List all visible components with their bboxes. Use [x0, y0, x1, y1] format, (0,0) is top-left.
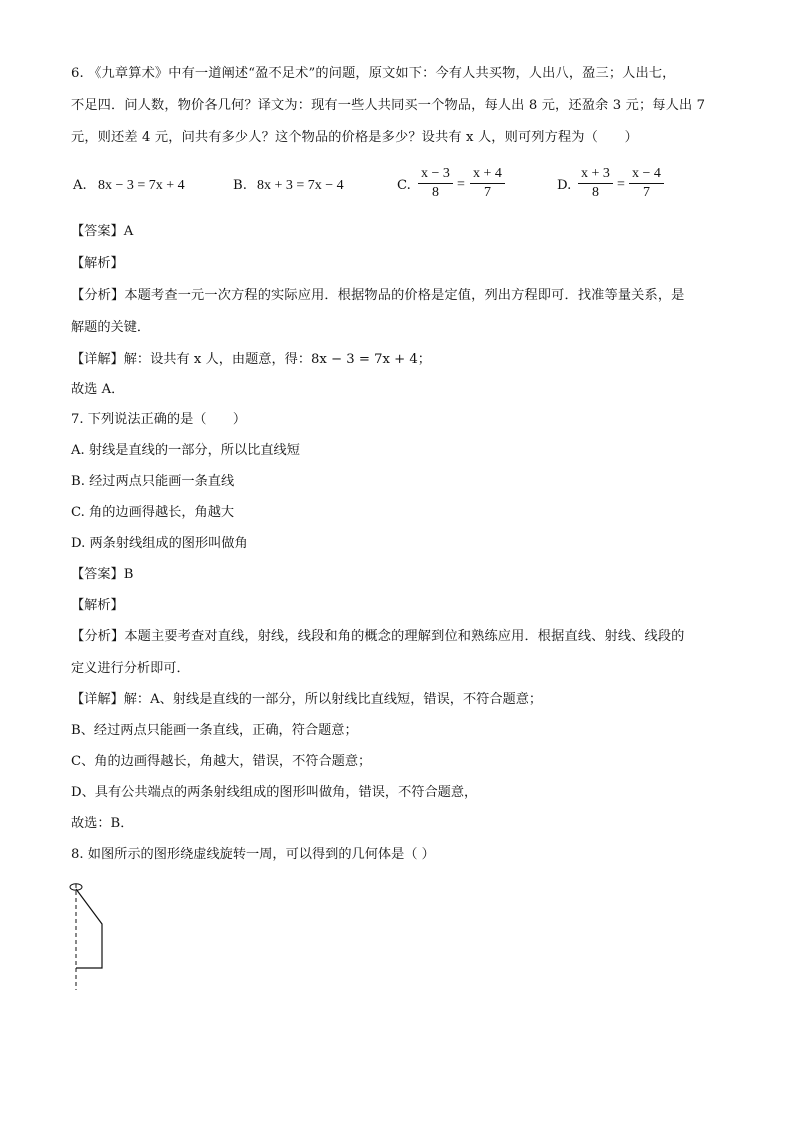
q6-option-c-denominator-left: 8 — [431, 185, 439, 200]
q6-option-d-denominator-right: 7 — [642, 185, 650, 200]
q6-analysis-line1: 【分析】本题考查一元一次方程的实际应用．根据物品的价格是定值，列出方程即可．找准等量关系，是 — [71, 288, 685, 303]
q6-option-d-denominator-left: 8 — [591, 185, 599, 200]
q7-option-a: A. 射线是直线的一部分，所以比直线短 — [71, 443, 300, 458]
q7-analysis-line1: 【分析】本题主要考查对直线，射线，线段和角的概念的理解到位和熟练应用．根据直线、射线、线段的 — [71, 629, 685, 644]
q8-rotation-figure — [66, 878, 116, 994]
q6-answer: 【答案】A — [71, 224, 134, 239]
q6-option-d-fraction-left — [578, 165, 613, 202]
q7-choice: 故选：B． — [71, 816, 134, 831]
q6-analysis-heading: 【解析】 — [71, 256, 124, 271]
q6-choice: 故选 A． — [71, 382, 125, 397]
q6-option-d-fraction-right — [629, 165, 664, 202]
q7-answer: 【答案】B — [71, 567, 134, 582]
q6-option-a-expression: 8x − 3 = 7x + 4 — [98, 178, 185, 193]
q6-option-d-numerator-right: x − 4 — [629, 165, 664, 184]
q6-option-b-expression: 8x + 3 = 7x − 4 — [257, 178, 344, 193]
q6-stem-line3: 元，则还差 4 元，问共有多少人？这个物品的价格是多少？设共有 x 人，则可列方程为（ ） — [71, 130, 638, 145]
q7-detail-line2: B、经过两点只能画一条直线，正确，符合题意； — [71, 723, 358, 738]
q6-option-c-numerator-right: x + 4 — [470, 165, 505, 184]
q6-option-c-denominator-right: 7 — [483, 185, 491, 200]
q6-option-c-fraction-left — [418, 165, 453, 202]
q8-stem: 8. 如图所示的图形绕虚线旋转一周，可以得到的几何体是（ ） — [71, 847, 435, 862]
q6-stem-line2: 不足四．问人数，物价各几何？译文为：现有一些人共同买一个物品，每人出 8 元，还盈余 3 元；每人出 7 — [71, 98, 706, 113]
q7-detail-line4: D、具有公共端点的两条射线组成的图形叫做角，错误，不符合题意， — [71, 785, 478, 800]
q6-option-c-equals: = — [457, 177, 465, 192]
q7-option-d: D. 两条射线组成的图形叫做角 — [71, 536, 248, 551]
q6-option-d-numerator-left: x + 3 — [578, 165, 613, 184]
q6-option-c-numerator-left: x − 3 — [418, 165, 453, 184]
q6-option-d-letter: D. — [557, 178, 572, 193]
q7-detail-line1: 【详解】解：A、射线是直线的一部分，所以射线比直线短，错误，不符合题意； — [71, 692, 543, 707]
q8-shape-outline — [76, 889, 102, 968]
q6-option-c-letter: C. — [397, 178, 411, 193]
q7-analysis-line2: 定义进行分析即可． — [71, 661, 190, 676]
q7-stem: 7. 下列说法正确的是（ ） — [71, 412, 247, 427]
q6-analysis-line2: 解题的关键． — [71, 320, 151, 335]
q6-option-c-fraction-right — [470, 165, 505, 202]
q6-option-b-letter: B. — [233, 178, 247, 193]
q7-analysis-heading: 【解析】 — [71, 598, 124, 613]
q7-option-c: C. 角的边画得越长，角越大 — [71, 505, 235, 520]
q7-option-b: B. 经过两点只能画一条直线 — [71, 474, 235, 489]
q6-option-d-equals: = — [617, 177, 625, 192]
q6-detail: 【详解】解：设共有 x 人，由题意，得：8x − 3 = 7x + 4； — [71, 352, 431, 367]
q7-detail-line3: C、角的边画得越长，角越大，错误，不符合题意； — [71, 754, 372, 769]
q6-stem-line1: 6. 《九章算术》中有一道阐述“盈不足术”的问题，原文如下：今有人共买物，人出八，盈三；人出七， — [71, 66, 676, 81]
q6-option-a-letter: A. — [73, 178, 87, 193]
